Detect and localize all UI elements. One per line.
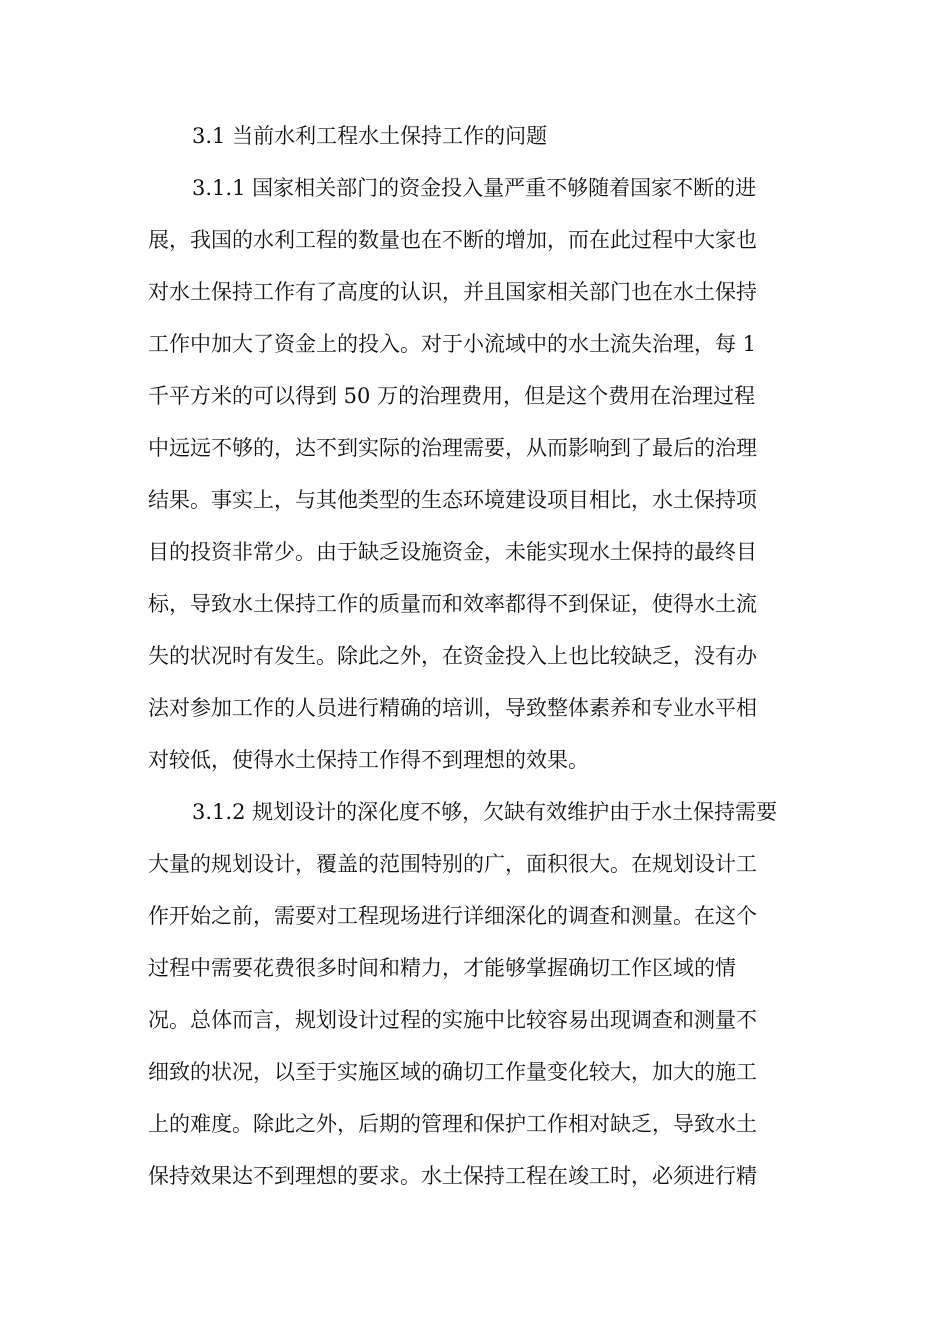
paragraph-line: 千平方米的可以得到 50 万的治理费用，但是这个费用在治理过程 [148,384,756,408]
paragraph-line: 大量的规划设计，覆盖的范围特别的广，面积很大。在规划设计工 [148,852,757,876]
paragraph-line: 作开始之前，需要对工程现场进行详细深化的调查和测量。在这个 [148,904,757,928]
paragraph-line: 法对参加工作的人员进行精确的培训，导致整体素养和专业水平相 [148,696,757,720]
paragraph-line: 结果。事实上，与其他类型的生态环境建设项目相比，水土保持项 [148,488,757,512]
paragraph-line: 细致的状况，以至于实施区域的确切工作量变化较大，加大的施工 [148,1060,757,1084]
paragraph-planning [148,786,808,1202]
paragraph-line: 对水土保持工作有了高度的认识，并且国家相关部门也在水土保持 [148,280,757,304]
paragraph-line: 保持效果达不到理想的要求。水土保持工程在竣工时，必须进行精 [148,1164,757,1188]
paragraph-line: 中远远不够的，达不到实际的治理需要，从而影响到了最后的治理 [148,436,757,460]
paragraph-line: 对较低，使得水土保持工作得不到理想的效果。 [148,748,589,772]
paragraph-line: 3.1.2 规划设计的深化度不够，欠缺有效维护由于水土保持需要 [192,800,778,824]
paragraph-line: 标，导致水土保持工作的质量而和效率都得不到保证，使得水土流 [148,592,757,616]
paragraph-line: 上的难度。除此之外，后期的管理和保护工作相对缺乏，导致水土 [148,1112,757,1136]
paragraph-line: 失的状况时有发生。除此之外，在资金投入上也比较缺乏，没有办 [148,644,757,668]
paragraph-line: 工作中加大了资金上的投入。对于小流域中的水土流失治理，每 1 [148,332,757,356]
paragraph-line: 目的投资非常少。由于缺乏设施资金，未能实现水土保持的最终目 [148,540,757,564]
section-heading: 3.1 当前水利工程水土保持工作的问题 [192,124,548,148]
paragraph-line: 展，我国的水利工程的数量也在不断的增加，而在此过程中大家也 [148,228,757,252]
paragraph-line: 3.1.1 国家相关部门的资金投入量严重不够随着国家不断的进 [192,176,757,200]
paragraph-funding [148,162,808,786]
paragraph-line: 过程中需要花费很多时间和精力，才能够掌握确切工作区域的情 [148,956,736,980]
paragraph-line: 况。总体而言，规划设计过程的实施中比较容易出现调查和测量不 [148,1008,757,1032]
document-body [148,110,808,1202]
